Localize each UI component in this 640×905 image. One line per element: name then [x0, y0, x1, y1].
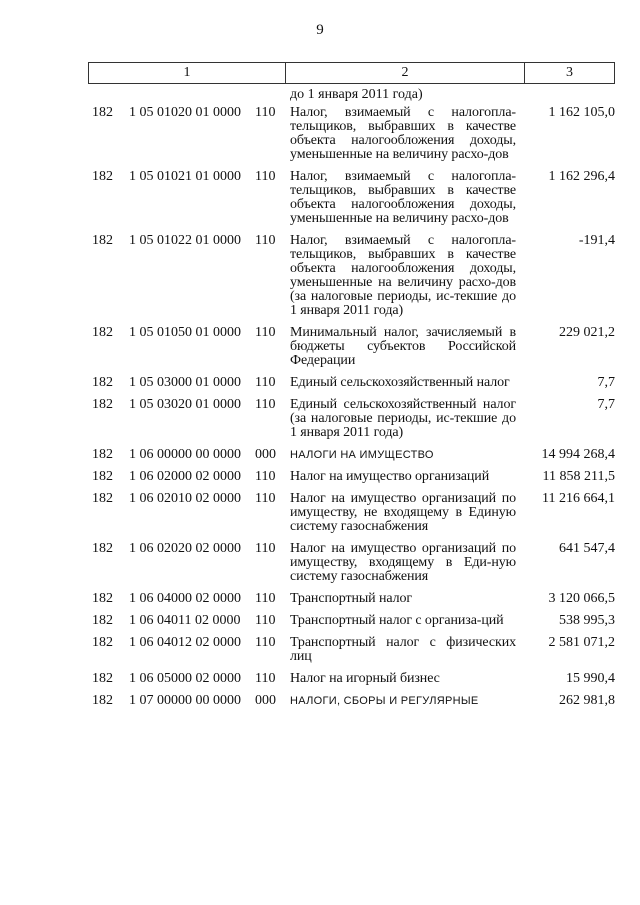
amount: 1 162 105,0: [548, 105, 615, 120]
revenue-name: Налог, взимаемый с налогопла-тельщиков, выбравших в качестве объекта налогообложения доходы, уменьшенные на величину расхо-дов: [290, 105, 516, 162]
revenue-name: Налог на имущество организаций: [290, 469, 490, 484]
budget-classification-code: 1 05 01021 01 0000: [129, 169, 241, 184]
table-row: [88, 448, 615, 462]
revenue-name: Налог на имущество организаций по имуществу, входящему в Еди-ную систему газоснабжения: [290, 541, 516, 584]
table-row: [88, 106, 615, 162]
admin-code: 182: [92, 397, 113, 412]
subcode: 110: [255, 671, 276, 686]
column-header-1: 1: [89, 63, 286, 83]
column-header-row: [88, 62, 615, 84]
table-row: [88, 592, 615, 606]
admin-code: 182: [92, 169, 113, 184]
admin-code: 182: [92, 105, 113, 120]
revenue-name: Налог, взимаемый с налогопла-тельщиков, выбравших в качестве объекта налогообложения доходы, уменьшенные на величину расхо-дов (за налоговые периоды, ис-текшие до 1 января 2011 года): [290, 233, 516, 318]
amount: 7,7: [597, 397, 615, 412]
revenue-name: Налог, взимаемый с налогопла-тельщиков, выбравших в качестве объекта налогообложения доходы, уменьшенные на величину расхо-дов: [290, 169, 516, 226]
budget-classification-code: 1 06 02020 02 0000: [129, 541, 241, 556]
budget-classification-code: 1 06 04011 02 0000: [129, 613, 241, 628]
table-row: [88, 470, 615, 484]
admin-code: 182: [92, 591, 113, 606]
admin-code: 182: [92, 635, 113, 650]
subcode: 110: [255, 233, 276, 248]
budget-classification-code: 1 06 04000 02 0000: [129, 591, 241, 606]
subcode: 000: [255, 693, 276, 708]
subcode: 110: [255, 469, 276, 484]
amount: 1 162 296,4: [548, 169, 615, 184]
column-header-2: 2: [286, 63, 525, 83]
page-number: 9: [316, 22, 324, 38]
subcode: 110: [255, 375, 276, 390]
revenue-name: Налог на игорный бизнес: [290, 671, 440, 686]
budget-classification-code: 1 05 01022 01 0000: [129, 233, 241, 248]
admin-code: 182: [92, 613, 113, 628]
admin-code: 182: [92, 693, 113, 708]
subcode: 110: [255, 105, 276, 120]
table-row: [88, 398, 615, 440]
amount: 3 120 066,5: [548, 591, 615, 606]
column-header-3: 3: [566, 65, 573, 80]
admin-code: 182: [92, 233, 113, 248]
amount: 11 858 211,5: [542, 469, 615, 484]
table-row: [88, 636, 615, 664]
continuation-text: до 1 января 2011 года): [290, 87, 423, 102]
amount: -191,4: [578, 233, 615, 248]
revenue-name: НАЛОГИ, СБОРЫ И РЕГУЛЯРНЫЕ: [290, 695, 479, 707]
revenue-name: Транспортный налог с организа-ций: [290, 613, 504, 628]
revenue-name: Единый сельскохозяйственный налог: [290, 375, 510, 390]
table-row: [88, 492, 615, 534]
budget-classification-code: 1 06 04012 02 0000: [129, 635, 241, 650]
budget-classification-code: 1 06 02000 02 0000: [129, 469, 241, 484]
amount: 538 995,3: [559, 613, 615, 628]
table-row: [88, 170, 615, 226]
admin-code: 182: [92, 671, 113, 686]
admin-code: 182: [92, 447, 113, 462]
revenue-name: Транспортный налог: [290, 591, 413, 606]
budget-classification-code: 1 06 02010 02 0000: [129, 491, 241, 506]
table-row: [88, 694, 615, 708]
revenue-name: Транспортный налог с физических лиц: [290, 635, 516, 664]
amount: 2 581 071,2: [548, 635, 615, 650]
budget-classification-code: 1 05 01020 01 0000: [129, 105, 241, 120]
admin-code: 182: [92, 469, 113, 484]
budget-classification-code: 1 05 03020 01 0000: [129, 397, 241, 412]
table-row: [88, 376, 615, 390]
table-body: [88, 106, 615, 708]
subcode: 110: [255, 491, 276, 506]
subcode: 110: [255, 397, 276, 412]
amount: 15 990,4: [566, 671, 615, 686]
amount: 7,7: [597, 375, 615, 390]
revenue-name: Минимальный налог, зачисляемый в бюджеты субъектов Российской Федерации: [290, 325, 516, 368]
subcode: 110: [255, 613, 276, 628]
budget-classification-code: 1 07 00000 00 0000: [129, 693, 241, 708]
amount: 229 021,2: [559, 325, 615, 340]
budget-classification-code: 1 05 03000 01 0000: [129, 375, 241, 390]
subcode: 000: [255, 447, 276, 462]
amount: 14 994 268,4: [541, 447, 615, 462]
amount: 262 981,8: [559, 693, 615, 708]
table-row: [88, 614, 615, 628]
amount: 641 547,4: [559, 541, 615, 556]
table-row: [88, 234, 615, 318]
admin-code: 182: [92, 375, 113, 390]
subcode: 110: [255, 325, 276, 340]
amount: 11 216 664,1: [542, 491, 615, 506]
table-row: [88, 326, 615, 368]
revenue-table: [88, 62, 615, 716]
table-row: [88, 542, 615, 584]
admin-code: 182: [92, 541, 113, 556]
subcode: 110: [255, 169, 276, 184]
admin-code: 182: [92, 325, 113, 340]
budget-classification-code: 1 06 05000 02 0000: [129, 671, 241, 686]
budget-classification-code: 1 05 01050 01 0000: [129, 325, 241, 340]
budget-classification-code: 1 06 00000 00 0000: [129, 447, 241, 462]
revenue-name: НАЛОГИ НА ИМУЩЕСТВО: [290, 449, 434, 461]
subcode: 110: [255, 635, 276, 650]
subcode: 110: [255, 541, 276, 556]
admin-code: 182: [92, 491, 113, 506]
subcode: 110: [255, 591, 276, 606]
revenue-name: Налог на имущество организаций по имуществу, не входящему в Единую систему газоснабжения: [290, 491, 516, 534]
table-row: [88, 672, 615, 686]
revenue-name: Единый сельскохозяйственный налог (за налоговые периоды, ис-текшие до 1 января 2011 года): [290, 397, 516, 440]
